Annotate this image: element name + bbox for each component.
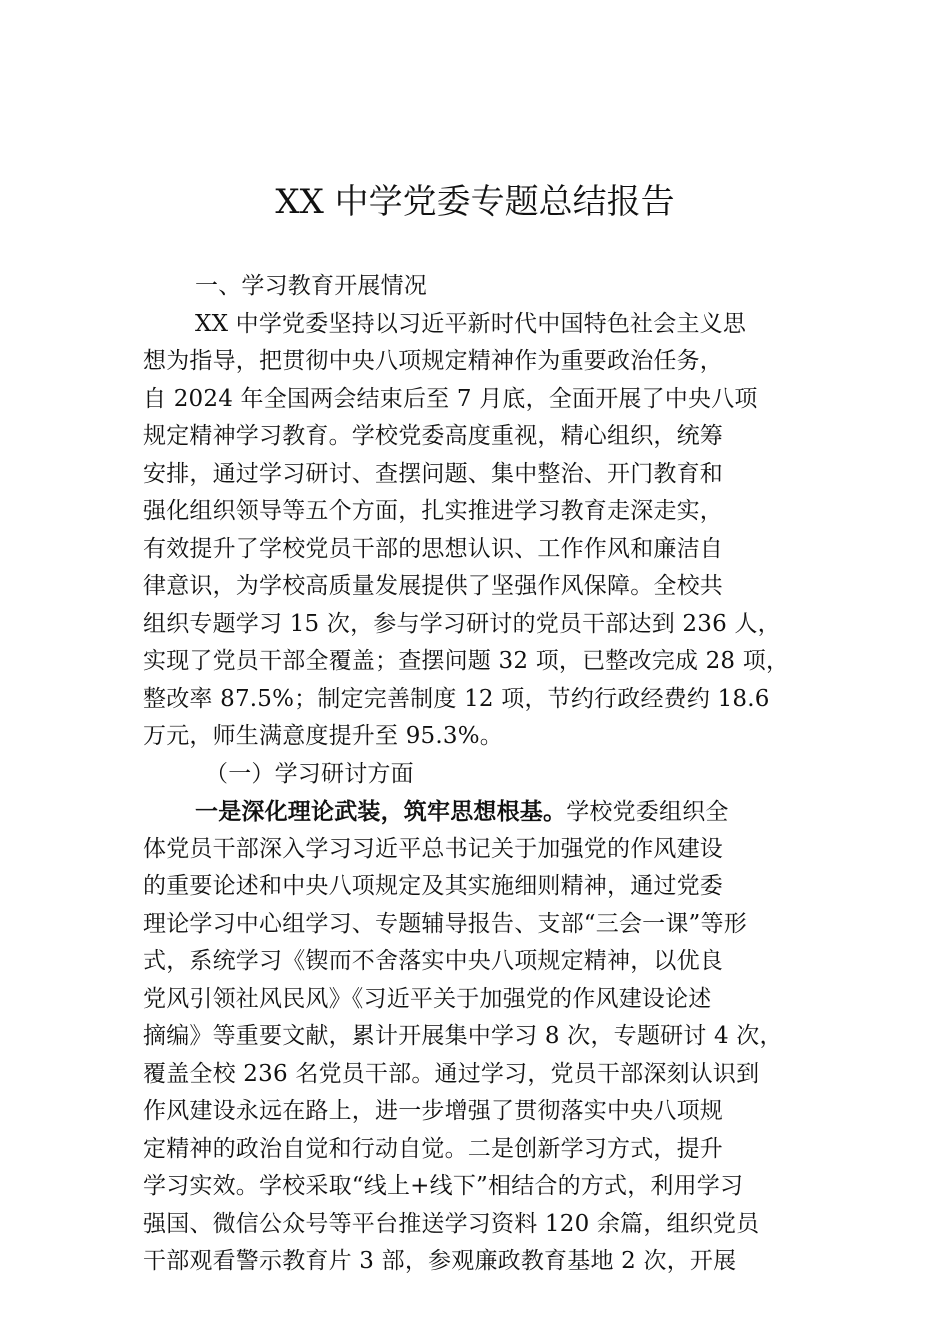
text-line <box>143 456 843 494</box>
text-line <box>143 1131 843 1169</box>
text-line <box>143 1018 843 1056</box>
text-line <box>143 981 843 1019</box>
line-text: 作风建设永远在路上，进一步增强了贯彻落实中央八项规 <box>143 1098 723 1124</box>
text-line <box>143 493 843 531</box>
text-line <box>143 306 843 344</box>
text-line <box>143 606 843 644</box>
line-text: 规定精神学习教育。学校党委高度重视，精心组织，统筹 <box>143 423 723 449</box>
text-line <box>143 381 843 419</box>
text-line <box>143 1243 843 1281</box>
text-line <box>143 868 843 906</box>
text-line <box>143 1093 843 1131</box>
text-line <box>143 343 843 381</box>
line-text: 党风引领社风民风》《习近平关于加强党的作风建设论述 <box>143 985 712 1012</box>
document-title: XX 中学党委专题总结报告 <box>275 182 675 222</box>
text-line <box>143 1056 843 1094</box>
text-line <box>143 681 843 719</box>
text-line <box>143 1168 843 1206</box>
text-line <box>143 831 843 869</box>
text-line <box>143 793 843 831</box>
line-text: 律意识，为学校高质量发展提供了坚强作风保障。全校共 <box>143 573 723 599</box>
document-body <box>143 268 843 1281</box>
line-text: 的重要论述和中央八项规定及其实施细则精神，通过党委 <box>143 873 723 899</box>
text-line <box>143 718 843 756</box>
text-line <box>143 906 843 944</box>
line-text: （一）学习研讨方面 <box>205 760 414 787</box>
line-text: 式，系统学习《锲而不舍落实中央八项规定精神，以优良 <box>143 948 723 974</box>
bold-lead-phrase: 一是深化理论武装，筑牢思想根基。 <box>195 798 567 825</box>
line-text: 学校党委组织全 <box>566 799 729 825</box>
line-text: 实现了党员干部全覆盖；查摆问题 32 项，已整改完成 28 项， <box>143 648 790 674</box>
line-text: 定精神的政治自觉和行动自觉。二是创新学习方式，提升 <box>143 1135 723 1162</box>
line-text: 覆盖全校 236 名党员干部。通过学习，党员干部深刻认识到 <box>143 1060 760 1087</box>
line-text: XX 中学党委坚持以习近平新时代中国特色社会主义思 <box>195 310 747 337</box>
line-text: 整改率 87.5%；制定完善制度 12 项，节约行政经费约 18.6 <box>143 685 770 712</box>
text-line <box>143 756 843 794</box>
text-line <box>143 643 843 681</box>
text-line <box>143 568 843 606</box>
line-text: 万元，师生满意度提升至 95.3%。 <box>143 723 503 749</box>
line-text: 强化组织领导等五个方面，扎实推进学习教育走深走实， <box>143 498 723 524</box>
line-text: 理论学习中心组学习、专题辅导报告、支部“三会一课”等形 <box>143 910 747 937</box>
text-line <box>143 943 843 981</box>
line-text: 一、学习教育开展情况 <box>195 273 427 299</box>
line-text: 安排，通过学习研讨、查摆问题、集中整治、开门教育和 <box>143 460 723 487</box>
text-line <box>143 531 843 569</box>
line-text: 学习实效。学校采取“线上+线下”相结合的方式，利用学习 <box>143 1173 744 1199</box>
line-text: 体党员干部深入学习习近平总书记关于加强党的作风建设 <box>143 835 723 862</box>
text-line <box>143 418 843 456</box>
line-text: 自 2024 年全国两会结束后至 7 月底，全面开展了中央八项 <box>143 385 758 412</box>
line-text: 摘编》等重要文献，累计开展集中学习 8 次，专题研讨 4 次， <box>143 1023 783 1049</box>
line-text: 强国、微信公众号等平台推送学习资料 120 余篇，组织党员 <box>143 1210 760 1237</box>
line-text: 有效提升了学校党员干部的思想认识、工作作风和廉洁自 <box>143 535 723 562</box>
text-line <box>143 1206 843 1244</box>
text-line <box>143 268 843 306</box>
line-text: 干部观看警示教育片 3 部，参观廉政教育基地 2 次，开展 <box>143 1248 737 1274</box>
line-text: 想为指导，把贯彻中央八项规定精神作为重要政治任务， <box>143 348 723 374</box>
line-text: 组织专题学习 15 次，参与学习研讨的党员干部达到 236 人， <box>143 610 781 637</box>
